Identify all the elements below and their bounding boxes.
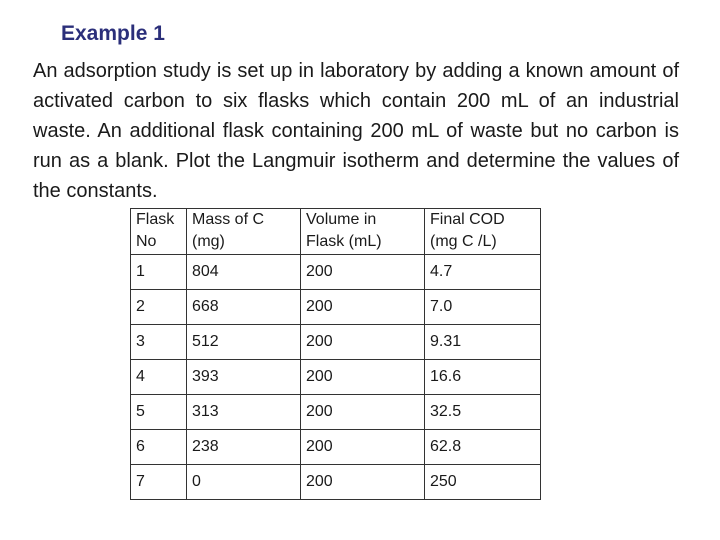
cell-mass: 393 [187,360,301,395]
header-volume: Volume in Flask (mL) [301,209,425,255]
table-row [131,360,541,395]
table-row [131,395,541,430]
cell-cod: 7.0 [425,290,541,325]
cell-volume: 200 [301,430,425,465]
cell-mass: 668 [187,290,301,325]
cell-volume: 200 [301,325,425,360]
cell-flask-no: 2 [131,290,187,325]
problem-statement: An adsorption study is set up in laboratory by adding a known amount of activated carbon to six flasks which contain 200 mL of an industrial waste. An additional flask containing 200 mL of waste but no carbon is run as a blank. Plot the Langmuir isotherm and determine the values of the constants. [33,60,679,202]
cell-cod: 4.7 [425,255,541,290]
cell-mass: 804 [187,255,301,290]
table-row [131,325,541,360]
cell-flask-no: 6 [131,430,187,465]
cell-mass: 313 [187,395,301,430]
cell-mass: 238 [187,430,301,465]
cell-volume: 200 [301,465,425,500]
header-final-cod: Final COD (mg C /L) [425,209,541,255]
cell-volume: 200 [301,360,425,395]
header-flask-no: Flask No [131,209,187,255]
example-title: Example 1 [61,22,165,45]
cell-volume: 200 [301,255,425,290]
cell-flask-no: 3 [131,325,187,360]
table-row [131,465,541,500]
cell-cod: 250 [425,465,541,500]
header-mass-of-c: Mass of C (mg) [187,209,301,255]
cell-cod: 62.8 [425,430,541,465]
table-row [131,430,541,465]
cell-cod: 16.6 [425,360,541,395]
cell-flask-no: 1 [131,255,187,290]
cell-cod: 32.5 [425,395,541,430]
table-row [131,290,541,325]
table-header-row [131,209,541,255]
table-row [131,255,541,290]
cell-volume: 200 [301,290,425,325]
cell-cod: 9.31 [425,325,541,360]
cell-flask-no: 5 [131,395,187,430]
cell-volume: 200 [301,395,425,430]
cell-mass: 0 [187,465,301,500]
cell-flask-no: 7 [131,465,187,500]
adsorption-data-table [130,208,541,500]
cell-mass: 512 [187,325,301,360]
cell-flask-no: 4 [131,360,187,395]
